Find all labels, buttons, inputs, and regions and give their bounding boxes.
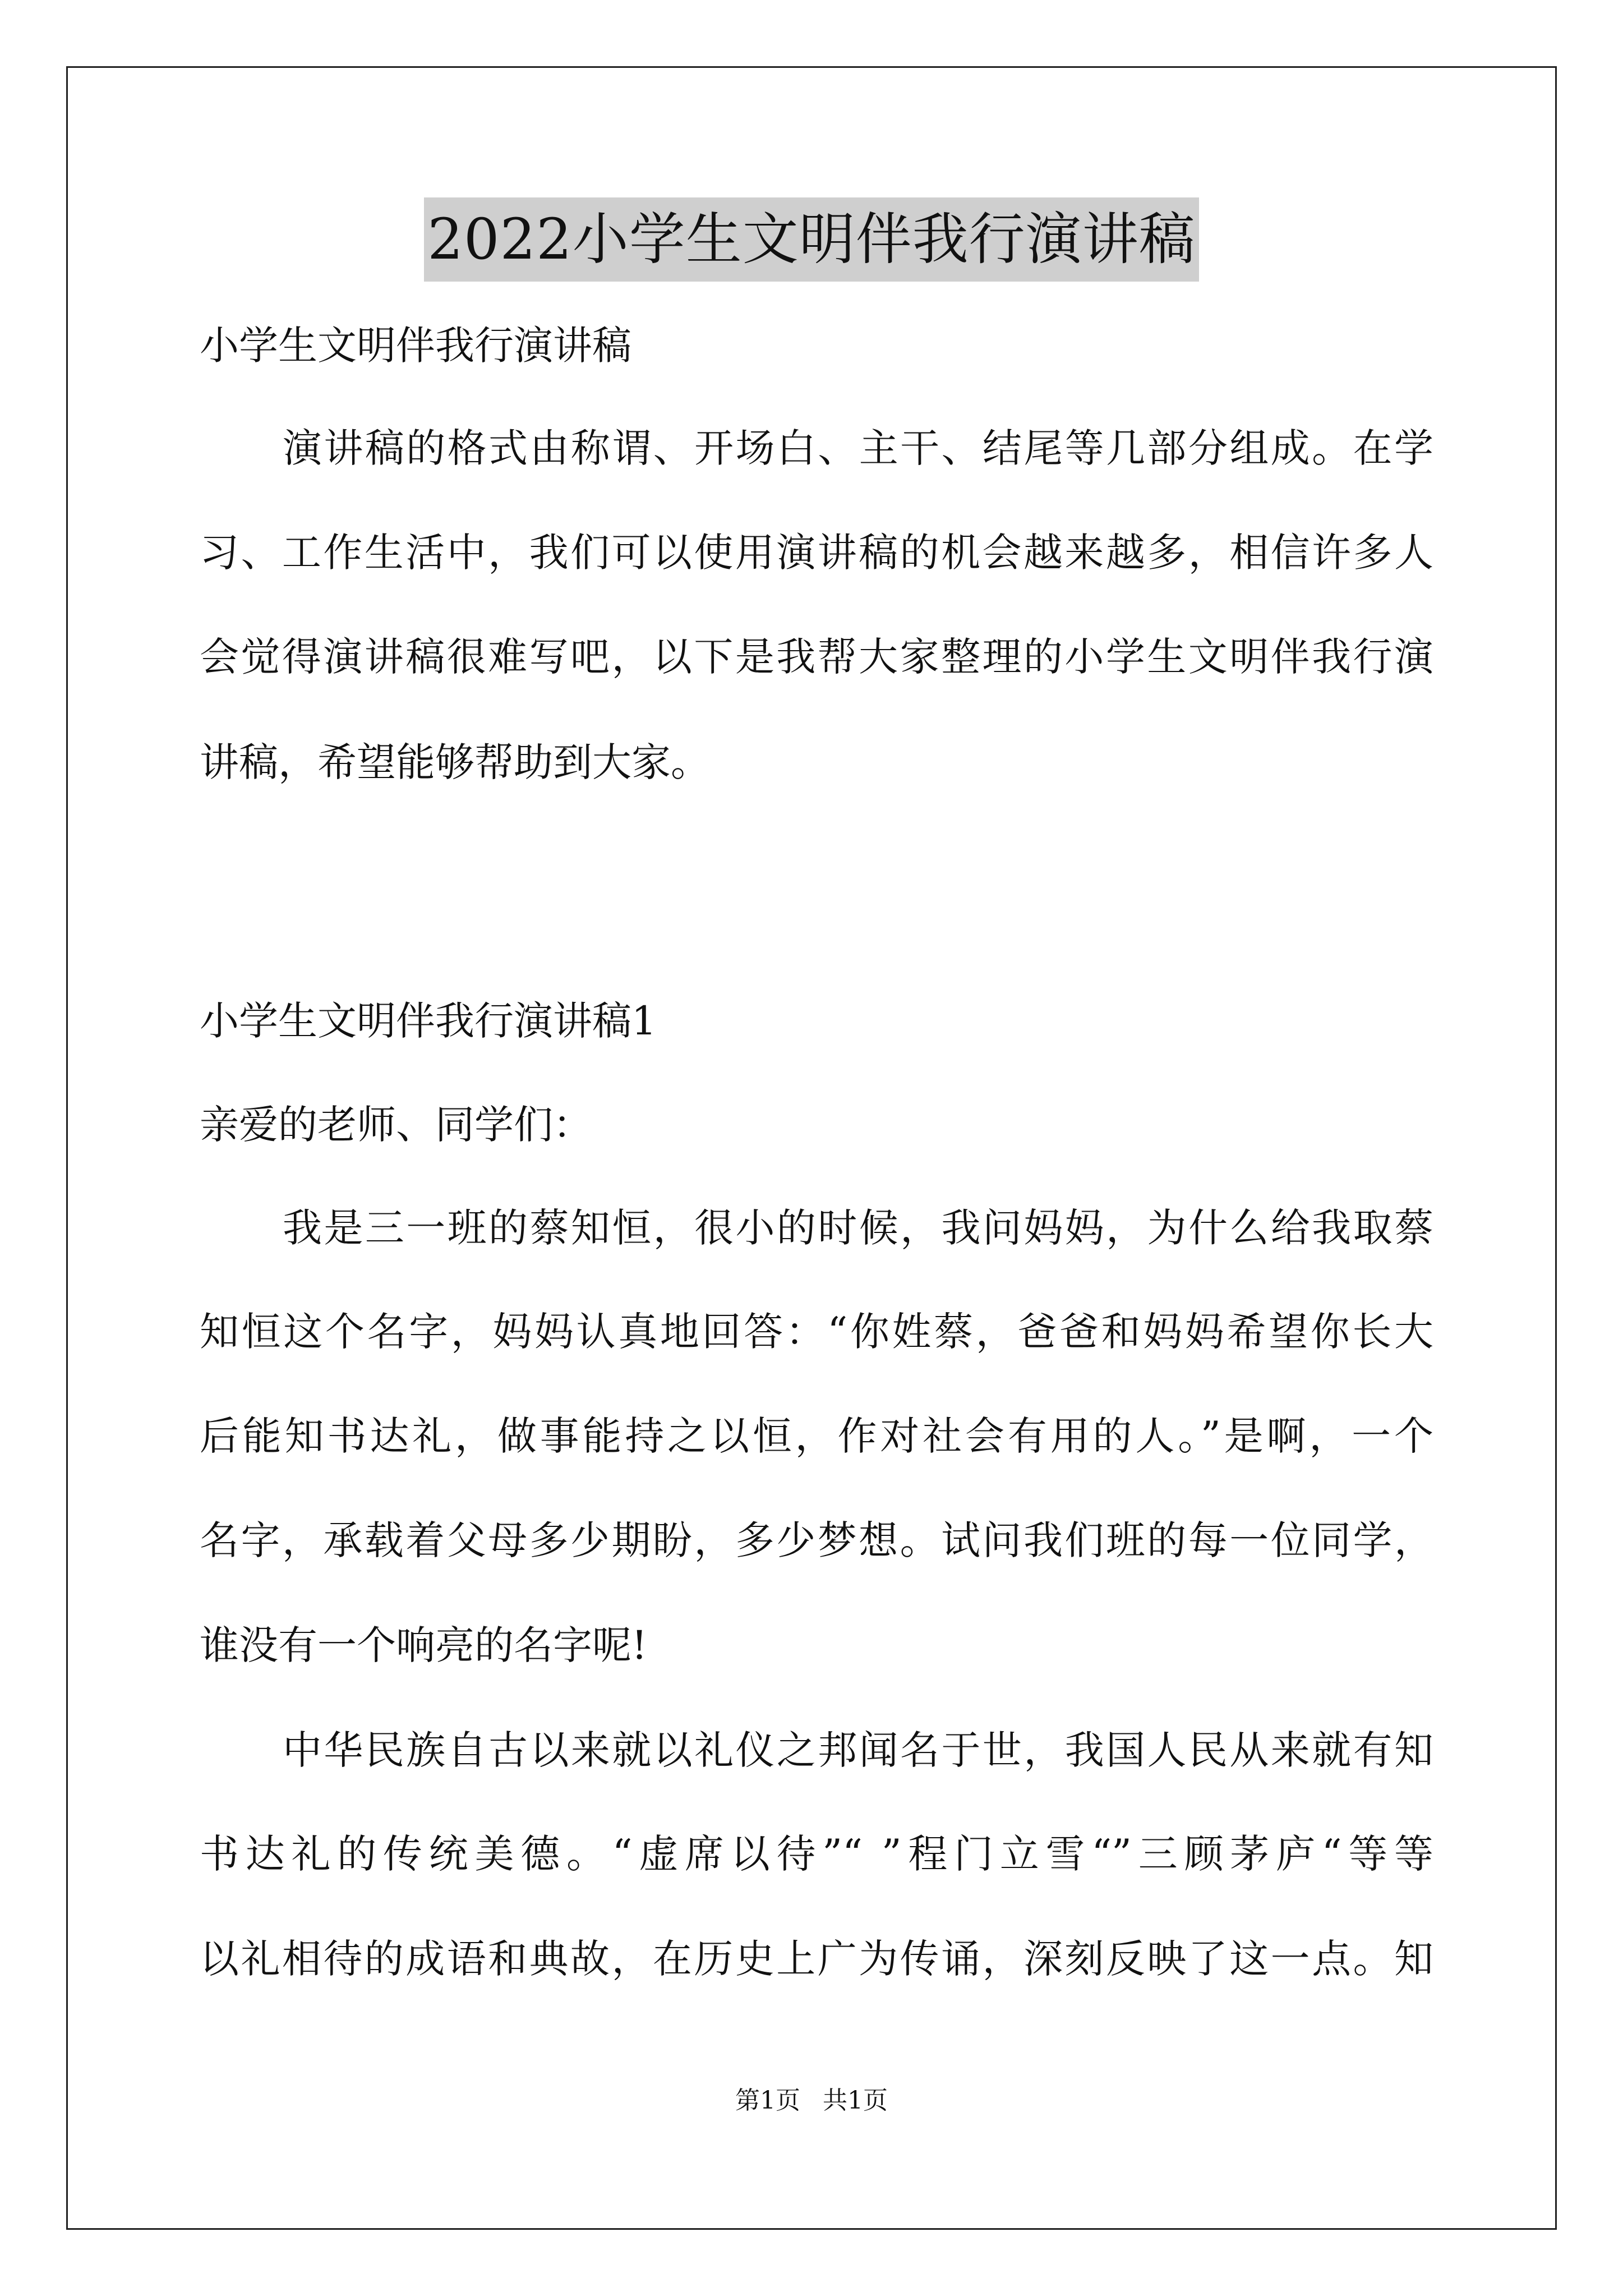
paragraph-line: 中华民族自古以来就以礼仪之邦闻名于世，我国人民从来就有知 (283, 1727, 1433, 1773)
paragraph-line: 我是三一班的蔡知恒，很小的时候，我问妈妈，为什么给我取蔡 (283, 1205, 1433, 1251)
intro-line: 讲稿，希望能够帮助到大家。 (200, 739, 710, 785)
paragraph-line: 谁没有一个响亮的名字呢! (200, 1622, 648, 1668)
intro-line: 习、工作生活中，我们可以使用演讲稿的机会越来越多，相信许多人 (200, 530, 1433, 576)
intro-line: 演讲稿的格式由称谓、开场白、主干、结尾等几部分组成。在学 (283, 425, 1433, 471)
title-block (0, 197, 1623, 282)
paragraph-line: 名字，承载着父母多少期盼，多少梦想。试问我们班的每一位同学， (200, 1517, 1433, 1563)
paragraph-line: 书达礼的传统美德。“虚席以待”“ ”程门立雪“”三顾茅庐“等等 (200, 1831, 1433, 1877)
page-number: 第1页 (735, 2086, 800, 2115)
document-title: 2022小学生文明伴我行演讲稿 (424, 197, 1199, 282)
paragraph-line: 后能知书达礼，做事能持之以恒，作对社会有用的人。”是啊，一个 (200, 1413, 1433, 1459)
intro-line: 会觉得演讲稿很难写吧，以下是我帮大家整理的小学生文明伴我行演 (200, 634, 1433, 680)
document-subtitle: 小学生文明伴我行演讲稿 (200, 323, 631, 369)
salutation: 亲爱的老师、同学们： (200, 1102, 592, 1148)
page-footer (0, 2084, 1623, 2118)
paragraph-line: 以礼相待的成语和典故，在历史上广为传诵，深刻反映了这一点。知 (200, 1936, 1433, 1982)
page-total: 共1页 (823, 2086, 888, 2115)
section-heading: 小学生文明伴我行演讲稿1 (200, 998, 657, 1044)
paragraph-line: 知恒这个名字，妈妈认真地回答：“你姓蔡，爸爸和妈妈希望你长大 (200, 1309, 1433, 1355)
